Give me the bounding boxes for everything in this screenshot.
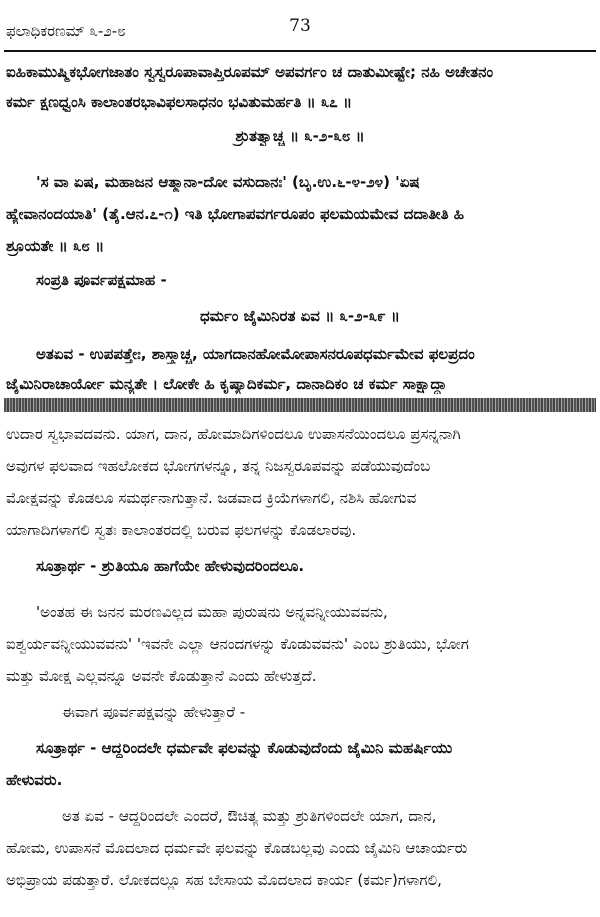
sanskrit-p2-line: 'ಸ ವಾ ಏಷ, ಮಹಾಜನ ಆತ್ಮಾನಾ-ದೋ ವಸುದಾನಃ' (ಬೃ.ಉ.೬-೪-೨೪) 'ಏಷ xyxy=(36,173,420,191)
purvapaksha-intro: ಸಂಪ್ರತಿ ಪೂರ್ವಪಕ್ಷಮಾಹ - xyxy=(36,271,167,289)
sutra-heading: ಧರ್ಮಂ ಜೈಮಿನಿರತ ಏವ ॥ ೩-೨-೩೯ ॥ xyxy=(200,307,400,325)
kannada-p2-line: ಮತ್ತು ಮೋಕ್ಷ ಎಲ್ಲವನ್ನೂ ಅವನೇ ಕೊಡುತ್ತಾನೆ ಎಂದು ಹೇಳುತ್ತದೆ. xyxy=(6,667,317,685)
sanskrit-p3-line: ಜೈಮಿನಿರಾಚಾರ್ಯೋ ಮನ್ಯತೇ । ಲೋಕೇ ಹಿ ಕೃಷ್ಯಾದಿಕರ್ಮ, ದಾನಾದಿಕಂ ಚ ಕರ್ಮ ಸಾಕ್ಷಾದ್ಧಾ xyxy=(6,375,447,393)
kannada-p1-line: ಯಾಗಾದಿಗಳಾಗಲಿ ಸ್ವತಃ ಕಾಲಾಂತರದಲ್ಲಿ ಬರುವ ಫಲಗಳನ್ನು ಕೊಡಲಾರವು. xyxy=(6,521,357,539)
header-rule xyxy=(4,50,596,52)
page-number: 73 xyxy=(289,16,311,36)
sanskrit-p1-line: ಕರ್ಮ ಕ್ಷಣಧ್ವಂಸಿ ಕಾಲಾಂತರಭಾವಿಫಲಸಾಧನಂ ಭವಿತುಮರ್ಹತಿ ॥ ೩೭ ॥ xyxy=(6,93,353,111)
kannada-p2-line: 'ಅಂತಹ ಈ ಜನನ ಮರಣವಿಲ್ಲದ ಮಹಾ ಪುರುಷನು ಅನ್ನವನ್ನೀಯುವವನು, xyxy=(36,603,388,621)
sutrartha-heading: ಸೂತ್ರಾರ್ಥ - ಶ್ರುತಿಯೂ ಹಾಗೆಯೇ ಹೇಳುವುದರಿಂದಲೂ. xyxy=(36,557,305,575)
sutra-heading: ಶ್ರುತತ್ವಾಚ್ಚ ॥ ೩-೨-೩೮ ॥ xyxy=(235,127,365,145)
page-header xyxy=(6,10,594,50)
sutrartha-heading: ಸೂತ್ರಾರ್ಥ - ಆದ್ದರಿಂದಲೇ ಧರ್ಮವೇ ಫಲವನ್ನು ಕೊಡುವುದೆಂದು ಜೈಮಿನಿ ಮಹರ್ಷಿಯು xyxy=(36,739,453,757)
sanskrit-p1-line: ಐಹಿಕಾಮುಷ್ಮಿಕಭೋಗಜಾತಂ ಸ್ವಸ್ವರೂಪಾವಾಪ್ತಿರೂಪಮ್ ಅಪವರ್ಗಂ ಚ ದಾತುಮೀಷ್ಟೇ; ನಹಿ ಅಚೇತನಂ xyxy=(6,63,494,81)
kannada-p1-line: ಮೋಕ್ಷವನ್ನು ಕೊಡಲೂ ಸಮರ್ಥನಾಗುತ್ತಾನೆ. ಜಡವಾದ ಕ್ರಿಯೆಗಳಾಗಲಿ, ನಶಿಸಿ ಹೋಗುವ xyxy=(6,489,417,507)
running-head: ಫಲಾಧಿಕರಣಮ್ ೩-೨-೮ xyxy=(6,22,126,40)
kannada-p3-line: ಅತ ಏವ - ಆದ್ದರಿಂದಲೇ ಎಂದರೆ, ಔಚಿತ್ಯ ಮತ್ತು ಶ್ರುತಿಗಳಿಂದಲೇ ಯಾಗ, ದಾನ, xyxy=(62,807,437,825)
kannada-p2-line: ಐಶ್ವರ್ಯವನ್ನೀಯುವವನು' 'ಇವನೇ ಎಲ್ಲಾ ಆನಂದಗಳನ್ನು ಕೊಡುವವನು' ಎಂಬ ಶ್ರುತಿಯು, ಭೋಗ xyxy=(6,635,469,653)
kannada-p1-line: ಉದಾರ ಸ್ವಭಾವದವನು. ಯಾಗ, ದಾನ, ಹೋಮಾದಿಗಳಿಂದಲೂ ಉಪಾಸನೆಯಿಂದಲೂ ಪ್ರಸನ್ನನಾಗಿ xyxy=(6,425,461,443)
print-smudge xyxy=(4,398,596,412)
purvapaksha-intro-kannada: ಈವಾಗ ಪೂರ್ವಪಕ್ಷವನ್ನು ಹೇಳುತ್ತಾರೆ - xyxy=(62,703,246,721)
kannada-p1-line: ಅವುಗಳ ಫಲವಾದ ಇಹಲೋಕದ ಭೋಗಗಳನ್ನೂ, ತನ್ನ ನಿಜಸ್ವರೂಪವನ್ನು ಪಡೆಯುವುದೆಂಬ xyxy=(6,457,431,475)
kannada-p3-line: ಅಭಿಪ್ರಾಯ ಪಡುತ್ತಾರೆ. ಲೋಕದಲ್ಲೂ ಸಹ ಬೇಸಾಯ ಮೊದಲಾದ ಕಾರ್ಯ (ಕರ್ಮ)ಗಳಾಗಲಿ, xyxy=(6,871,442,889)
kannada-p3-line: ಹೋಮ, ಉಪಾಸನೆ ಮೊದಲಾದ ಧರ್ಮವೇ ಫಲವನ್ನು ಕೊಡಬಲ್ಲವು ಎಂದು ಜೈಮಿನಿ ಆಚಾರ್ಯರು xyxy=(6,839,468,857)
sutrartha-heading-cont: ಹೇಳುವರು. xyxy=(6,771,63,789)
sanskrit-p2-line: ಹ್ಯೇವಾನಂದಯಾತಿ' (ತೈ.ಆನ.೭-೧) ಇತಿ ಭೋಗಾಪವರ್ಗರೂಪಂ ಫಲಮಯಮೇವ ದದಾತೀತಿ ಹಿ xyxy=(6,205,465,223)
sanskrit-p3-line: ಅತಏವ - ಉಪಪತ್ತೇಃ, ಶಾಸ್ತ್ರಾಚ್ಚ, ಯಾಗದಾನಹೋಮೋಪಾಸನರೂಪಧರ್ಮಮೇವ ಫಲಪ್ರದಂ xyxy=(36,345,475,363)
sanskrit-p2-line: ಶ್ರೂಯತೇ ॥ ೩೮ ॥ xyxy=(6,237,105,255)
